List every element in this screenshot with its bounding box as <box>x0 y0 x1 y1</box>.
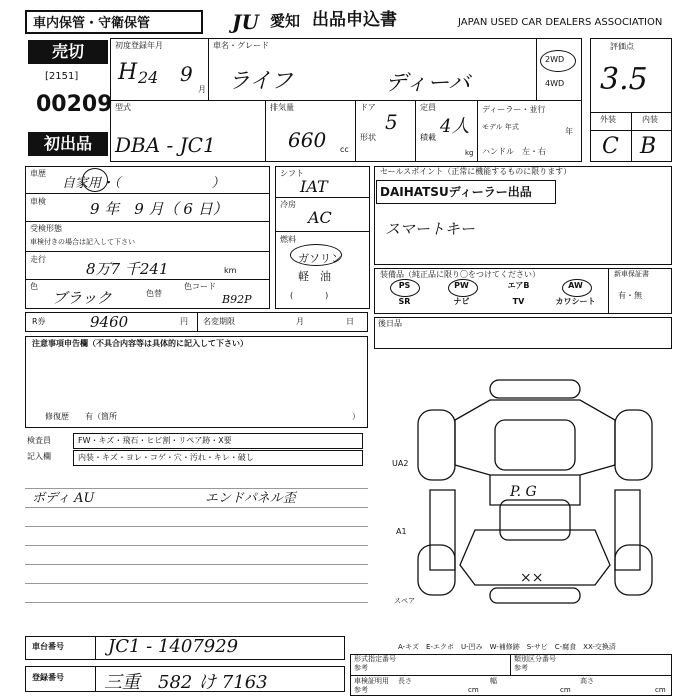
diagram-note-ua2: UA2 <box>392 459 409 468</box>
cert-label: 車検証明用 <box>354 677 389 685</box>
year-value: 24 <box>138 68 159 87</box>
r-unit: 円 <box>180 317 188 326</box>
month-value: 9 <box>180 62 193 86</box>
dealer-label: ディーラー・並行 <box>482 105 546 114</box>
model-label: 型式 <box>115 103 131 112</box>
sales-point-label: セールスポイント（正常に機能するものに限ります） <box>380 167 572 176</box>
era-value: H <box>118 60 138 85</box>
exterior-label: 外装 <box>600 115 616 124</box>
format-label: 形式指定番号 <box>354 655 396 663</box>
doors-value: 5 <box>385 110 398 134</box>
year-unit: 年 <box>565 127 573 136</box>
equip-pw-circle <box>448 279 478 297</box>
capacity-value: 4人 <box>440 116 470 137</box>
sales-point-note: スマートキー <box>385 220 475 238</box>
diagram-rear-bumper <box>490 588 580 603</box>
remark-2: エンドパネル歪 <box>205 491 296 506</box>
load-label: 積載 <box>420 133 436 142</box>
doc-title: 出品申込書 <box>312 10 397 30</box>
diagram-front-body <box>455 400 615 475</box>
diagram-roof <box>500 500 570 540</box>
load-unit: kg <box>465 149 474 157</box>
rating-value: 3.5 <box>600 62 648 97</box>
shift-label: シフト <box>280 169 304 178</box>
diagram-note-xx: ×× <box>520 570 544 586</box>
shape-label: 形状 <box>360 133 376 142</box>
model-value: DBA - JC1 <box>115 133 216 157</box>
fuel-paren: ( ) <box>290 291 329 300</box>
drive-2wd-circle <box>540 50 576 72</box>
usage-label: 車歴 <box>30 169 46 178</box>
color-label: 色 <box>30 282 38 291</box>
mileage-label: 走行 <box>30 255 46 264</box>
name-change-month: 月 <box>296 317 304 326</box>
diagram-left-fender <box>418 410 455 480</box>
inspector-label2: 記入欄 <box>27 452 51 461</box>
inspector-row1: FW・キズ・飛石・ヒビ割・リペア跡・X要 <box>73 433 363 449</box>
equip-sr: SR <box>398 297 411 306</box>
usage-value: 自家用・（ ） <box>62 176 225 191</box>
height-unit: cm <box>655 686 666 694</box>
warranty-value: 有・無 <box>618 291 642 300</box>
model-year-label: モデル 年式 <box>482 123 519 131</box>
repair-close: ） <box>352 412 360 421</box>
name-value: ライフ <box>228 69 293 94</box>
displacement-value: 660 <box>288 128 327 152</box>
equipment-row2 <box>376 298 606 312</box>
remark-1: ボディ AU <box>32 491 95 506</box>
color-code-value: B92P <box>222 293 252 306</box>
storage-text: 車内保管・守衛保管 <box>33 16 151 31</box>
length-label: 長さ <box>398 677 412 685</box>
interior-label: 内装 <box>642 115 658 124</box>
org-name: 愛知 <box>270 12 301 30</box>
storage-box <box>25 10 203 34</box>
equip-aw-circle <box>562 279 592 297</box>
lot-number: 00209 <box>36 92 113 117</box>
color-code-label: 色コード <box>184 282 216 291</box>
doors-label: ドア <box>360 103 376 112</box>
exterior-value: C <box>602 134 619 159</box>
displacement-label: 排気量 <box>270 103 294 112</box>
capacity-label: 定員 <box>420 103 436 112</box>
mileage-unit: km <box>224 266 237 275</box>
chassis-label: 車台番号 <box>32 642 64 651</box>
diagram-right-door <box>615 490 640 570</box>
lot-small: [2151] <box>45 71 79 82</box>
shift-value: IAT <box>300 177 328 196</box>
receive-label: 受検形態 <box>30 224 62 233</box>
diagram-left-door <box>430 490 455 570</box>
fuel-circle <box>290 244 342 266</box>
inspector-row2: 内装・キズ・ヨレ・コゲ・穴・汚れ・キレ・破し <box>73 450 363 466</box>
receive-note: 車検付きの場合は記入して下さい <box>30 238 135 246</box>
cert-ref: 参考 <box>354 686 368 694</box>
displacement-unit: cc <box>340 145 349 154</box>
spare-label: スペア <box>394 597 415 605</box>
ac-value: AC <box>308 208 332 227</box>
format-ref: 参考 <box>354 664 368 672</box>
ac-label: 冷房 <box>280 200 296 209</box>
first-reg-label: 初度登録年月 <box>115 41 163 50</box>
fuel-label: 燃料 <box>280 235 296 244</box>
diagram-note-a1: A1 <box>396 527 407 536</box>
diagram-hood <box>495 420 575 470</box>
fuel-value: ガソリン 軽 油 <box>298 252 342 283</box>
equip-tv: TV <box>512 297 525 306</box>
length-unit: cm <box>468 686 479 694</box>
color-value: ブラック <box>52 289 112 307</box>
interior-value: B <box>640 134 657 159</box>
drive-4wd: 4WD <box>545 79 565 88</box>
category-ref: 参考 <box>514 664 528 672</box>
dealer-badge: DAIHATSUディーラー出品 <box>376 180 556 204</box>
width-label: 幅 <box>490 677 497 685</box>
equip-leather: カワシート <box>555 297 596 306</box>
width-unit: cm <box>560 686 571 694</box>
equip-navi: ナビ <box>453 297 470 306</box>
sold-label: 売切 <box>28 40 108 64</box>
drive-2wd: 2WD <box>545 55 565 64</box>
equipment-label: 装備品（純正品に限り〇をつけてください） <box>380 270 540 279</box>
height-label: 高さ <box>580 677 594 685</box>
inspection-value: 9 年 9 月（ 6 日） <box>90 200 228 218</box>
name-change-label: 名変期限 <box>203 317 235 326</box>
category-label: 類別区分番号 <box>514 655 556 663</box>
inspection-label: 車検 <box>30 197 46 206</box>
diagram-legend: A-キズ E-エクボ U-凹み W-補修跡 S-サビ C-腐食 XX-交換済 <box>398 643 616 651</box>
diagram-front-bumper <box>490 380 580 398</box>
color-change-label: 色替 <box>146 289 162 298</box>
handle-label: ハンドル 左・右 <box>482 147 546 156</box>
r-value: 9460 <box>90 313 129 331</box>
month-unit: 月 <box>198 85 206 94</box>
inspector-label1: 検査員 <box>27 436 51 445</box>
usage-circle <box>82 168 108 192</box>
repair-label: 修復歴 有（箇所 <box>45 412 117 421</box>
name-change-day: 日 <box>346 317 354 326</box>
equip-aw: AW <box>568 281 583 290</box>
mileage-value: 8万7 千241 <box>86 260 169 278</box>
equip-pw: PW <box>454 281 469 290</box>
chassis-value: JC1 - 1407929 <box>108 636 239 657</box>
notes-label: 注意事項申告欄（不具合内容等は具体的に記入して下さい） <box>32 339 248 348</box>
reg-label: 登録番号 <box>32 673 64 682</box>
ju-logo: JU <box>232 10 259 34</box>
assoc-name: JAPAN USED CAR DEALERS ASSOCIATION <box>458 17 663 28</box>
reg-value: 三重 582 け 7163 <box>104 672 268 693</box>
later-day-box <box>374 317 672 349</box>
diagram-right-fender <box>615 410 652 480</box>
rating-label: 評価点 <box>610 42 634 51</box>
warranty-label: 新車保証書 <box>614 270 649 278</box>
equip-ps: PS <box>398 281 411 290</box>
r-label: R券 <box>32 317 46 326</box>
equip-airbag: エアB <box>507 281 530 290</box>
grade-value: ディーバ <box>385 71 471 96</box>
name-label: 車名・グレード <box>213 41 269 50</box>
later-day-label: 後日品 <box>378 319 402 328</box>
first-listing-label: 初出品 <box>28 132 108 156</box>
diagram-note-pg: P. G <box>510 484 537 500</box>
equip-ps-circle <box>390 279 420 297</box>
